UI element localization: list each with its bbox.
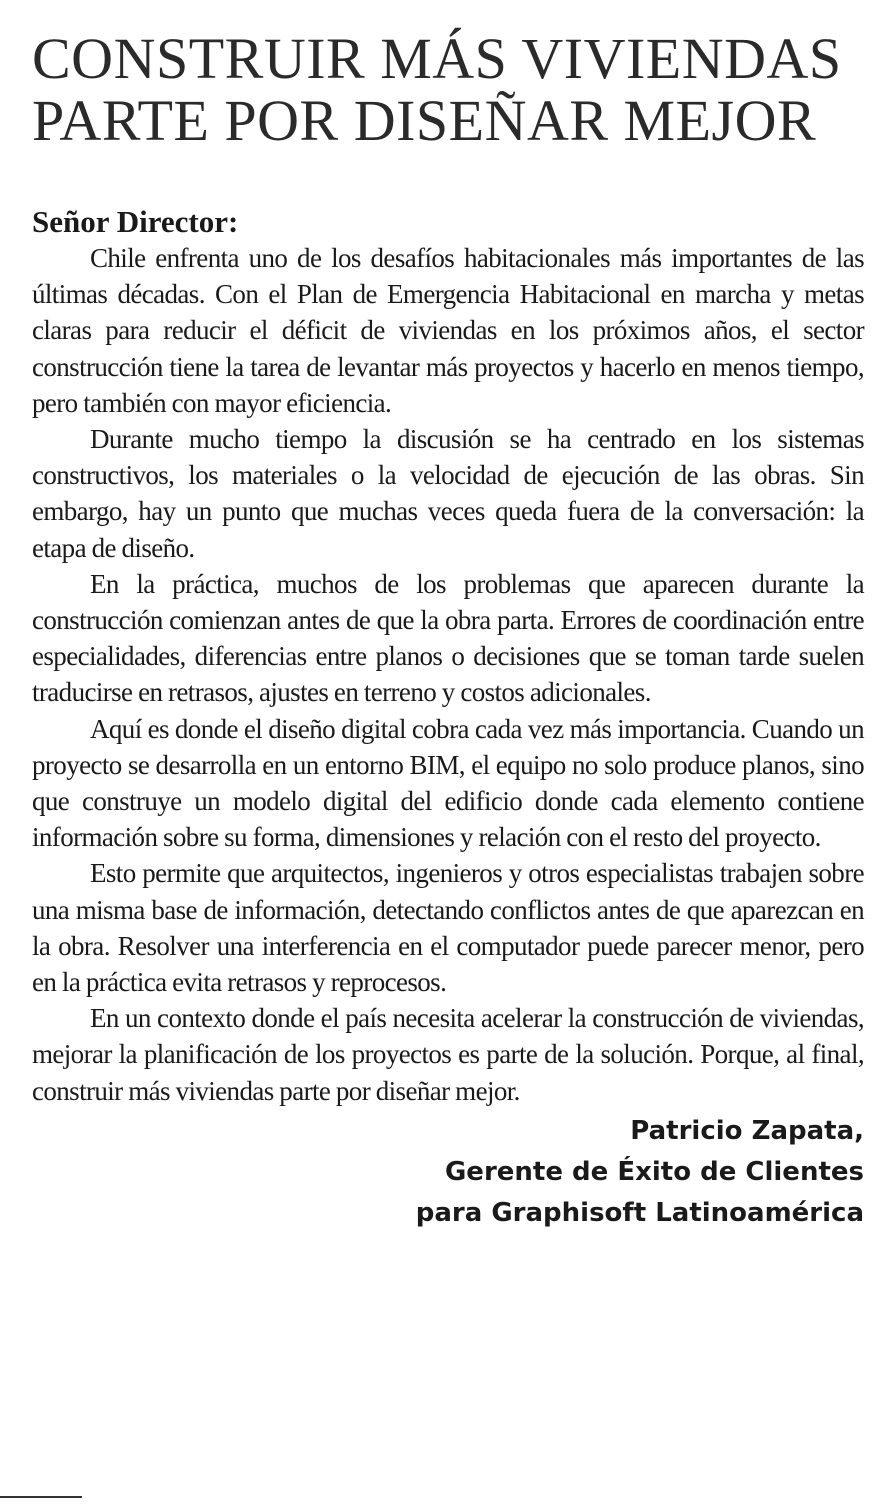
headline bbox=[32, 28, 864, 152]
author-name: Patricio Zapata, bbox=[630, 1115, 864, 1146]
paragraph: Durante mucho tiempo la discusión se ha centrado en los sistemas constructivos, los materiales o la velocidad de ejecución de las obras. Sin embargo, hay un punto que muchas veces queda fuera de la conversación: la etapa de diseño. bbox=[32, 424, 864, 563]
author-title: Gerente de Éxito de Clientes bbox=[444, 1156, 864, 1187]
footer-divider bbox=[0, 1496, 82, 1498]
paragraph: Esto permite que arquitectos, ingenieros y otros especialistas trabajen sobre una misma base de información, detectando conflictos antes de que aparezcan en la obra. Resolver una interferencia en el computador puede parecer menor, pero en la práctica evita retrasos y reprocesos. bbox=[32, 858, 864, 998]
letter-article bbox=[32, 28, 864, 1234]
signature-block bbox=[32, 1111, 864, 1234]
article-body bbox=[32, 240, 864, 1109]
headline-line-2: PARTE POR DISEÑAR MEJOR bbox=[32, 88, 817, 153]
paragraph: Chile enfrenta uno de los desafíos habitacionales más importantes de las últimas décadas. Con el Plan de Emergencia Habitacional en marcha y metas claras para reducir el déficit de viviendas en los próximos años, el sector construcción tiene la tarea de levantar más proyectos y hacerlo en menos tiempo, pero también con mayor eficiencia. bbox=[32, 243, 864, 418]
paragraph: En un contexto donde el país necesita acelerar la construcción de viviendas, mejorar la planificación de los proyectos es parte de la solución. Porque, al final, construir más viviendas parte por diseñar mejor. bbox=[32, 1003, 864, 1106]
paragraph: Aquí es donde el diseño digital cobra cada vez más importancia. Cuando un proyecto se desarrolla en un entorno BIM, el equipo no solo produce planos, sino que construye un modelo digital del edificio donde cada elemento contiene información sobre su forma, dimensiones y relación con el resto del proyecto. bbox=[32, 713, 864, 853]
author-company: para Graphisoft Latinoamérica bbox=[415, 1197, 864, 1228]
paragraph: En la práctica, muchos de los problemas que aparecen durante la construcción comienzan antes de que la obra parta. Errores de coordinación entre especialidades, diferencias entre planos o decisiones que se toman tarde suelen traducirse en retrasos, ajustes en terreno y costos adicionales. bbox=[32, 568, 864, 708]
headline-line-1: CONSTRUIR MÁS VIVIENDAS bbox=[32, 26, 842, 91]
greeting: Señor Director: bbox=[32, 204, 239, 239]
